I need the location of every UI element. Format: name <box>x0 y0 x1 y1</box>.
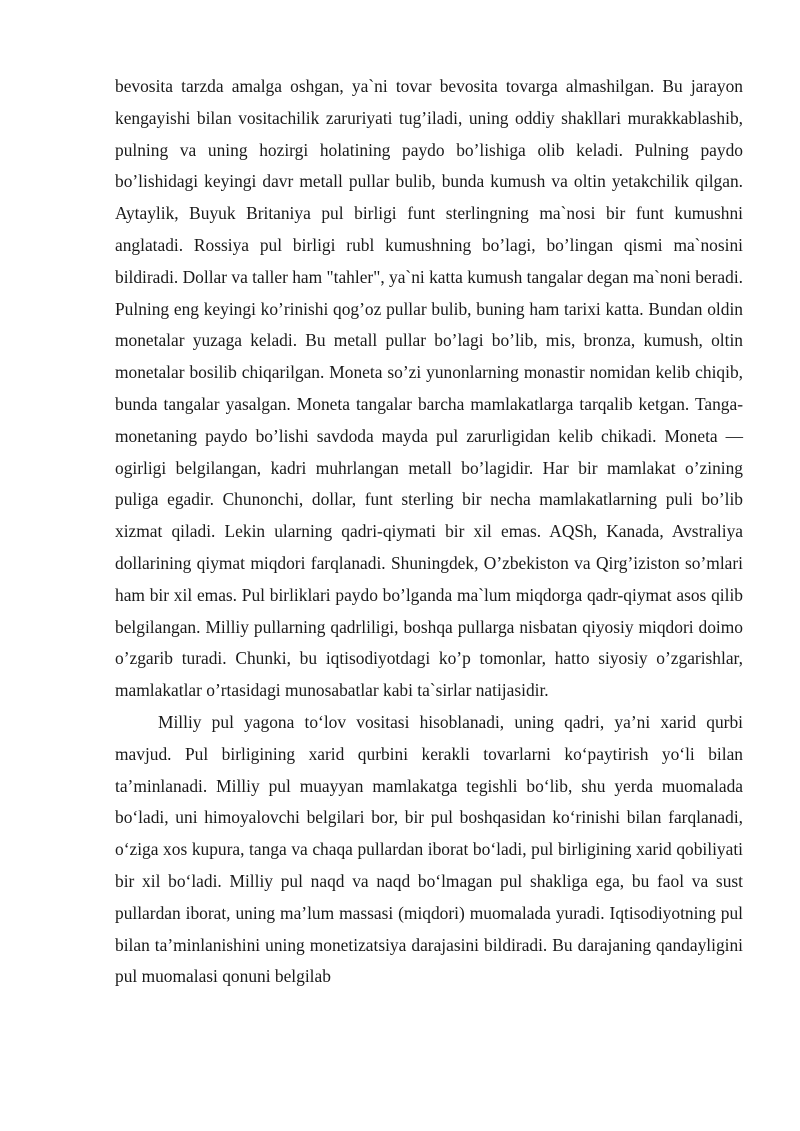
body-paragraph-2: Milliy pul yagona to‘lov vositasi hisoblanadi, uning qadri, ya’ni xarid qurbi mavjud. Pul birligining xarid qurbini kerakli tovarlarni ko‘paytirish yo‘li bilan ta’minlanadi. Milliy pul muayyan mamlakatga tegishli bo‘lib, shu yerda muomalada bo‘ladi, uni himoyalovchi belgilari bor, bir pul boshqasidan ko‘rinishi bilan farqlanadi, o‘ziga xos kupura, tanga va chaqa pullardan iborat bo‘ladi, pul birligining xarid qobiliyati bir xil bo‘ladi. Milliy pul naqd va naqd bo‘lmagan pul shakliga ega, bu faol va sust pullardan iborat, uning ma’lum massasi (miqdori) muomalada yuradi. Iqtisodiyotning pul bilan ta’minlanishini uning monetizatsiya darajasini bildiradi. Bu darajaning qandayligini pul muomalasi qonuni belgilab <box>115 711 743 987</box>
body-paragraph-1: bevosita tarzda amalga oshgan, ya`ni tovar bevosita tovarga almashilgan. Bu jarayon kengayishi bilan vositachilik zaruriyati tug’iladi, uning oddiy shakllari murakkablashib, pulning va uning hozirgi holatining paydo bo’lishiga olib keladi. Pulning paydo bo’lishidagi keyingi davr metall pullar bulib, bunda kumush va oltin yetakchilik qilgan. Aytaylik, Buyuk Britaniya pul birligi funt sterlingning ma`nosi bir funt kumushni anglatadi. Rossiya pul birligi rubl kumushning bo’lagi, bo’lingan qismi ma`nosini bildiradi. Dollar va taller ham "tahler", ya`ni katta kumush tangalar degan ma`noni beradi. Pulning eng keyingi ko’rinishi qog’oz pullar bulib, buning ham tarixi katta. Bundan oldin monetalar yuzaga keladi. Bu metall pullar bo’lagi bo’lib, mis, bronza, kumush, oltin monetalar bosilib chiqarilgan. Moneta so’zi yunonlarning monastir nomidan kelib chiqib, bunda tangalar yasalgan. Moneta tangalar barcha mamlakatlarga tarqalib ketgan. Tanga-monetaning paydo bo’lishi savdoda mayda pul zarurligidan kelib chikadi. Moneta — ogirligi belgilangan, kadri muhrlangan metall bo’lagidir. Har bir mamlakat o’zining puliga egadir. Chunonchi, dollar, funt sterling bir necha mamlakatlarning puli bo’lib xizmat qiladi. Lekin ularning qadri-qiymati bir xil emas. AQSh, Kanada, Avstraliya dollarining qiymat miqdori farqlanadi. Shuningdek, O’zbekiston va Qirg’iziston so’mlari ham bir xil emas. Pul birliklari paydo bo’lganda ma`lum miqdorga qadr-qiymat asos qilib belgilangan. Milliy pullarning qadrliligi, boshqa pullarga nisbatan qiyosiy miqdori doimo o’zgarib turadi. Chunki, bu iqtisodiyotdagi ko’p tomonlar, hatto siyosiy o’zgarishlar, mamlakatlar o’rtasidagi munosabatlar kabi ta`sirlar natijasidir. <box>115 76 743 701</box>
document-page <box>115 71 743 993</box>
